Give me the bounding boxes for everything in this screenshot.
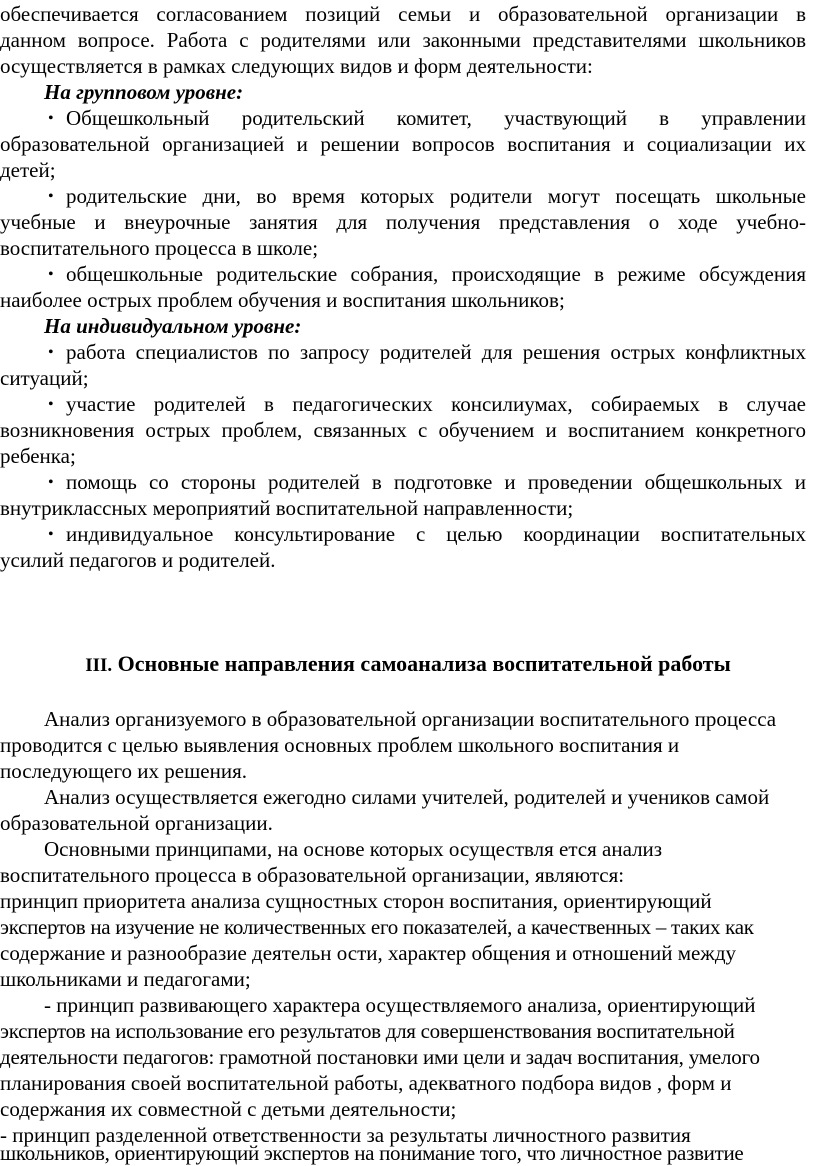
text-line: детей; xyxy=(0,158,56,182)
text-line: Основными принципами, на основе которых осуществля ется анализ xyxy=(44,837,663,861)
text-line: ситуаций; xyxy=(0,366,89,390)
text-line: экспертов на изучение не количественных его показателей, а качественных – таких как xyxy=(0,915,754,939)
text-line: Анализ осуществляется ежегодно силами учителей, родителей и учеников самой xyxy=(44,785,770,809)
text-line: школьников, ориентирующий экспертов на понимание того, что личностное развитие xyxy=(0,1141,744,1165)
text-line: содержания их совместной с детьми деятельности; xyxy=(0,1097,457,1121)
text-line: внутриклассных мероприятий воспитательной направленности; xyxy=(0,496,574,520)
text-line: возникновения острых проблем, связанных с обучением и воспитанием конкретного xyxy=(0,418,806,442)
text-line: усилий педагогов и родителей. xyxy=(0,548,276,572)
text-line: ребенка; xyxy=(0,444,76,468)
text-line: принцип приоритета анализа сущностных сторон воспитания, ориентирующий xyxy=(0,889,712,913)
text-line: деятельности педагогов: грамотной постановки ими цели и задач воспитания, умелого xyxy=(0,1045,760,1069)
list-item: • Общешкольный родительский комитет, участвующий в управлении xyxy=(48,105,806,131)
text-line: учебные и внеурочные занятия для получения представления о ходе учебно- xyxy=(0,210,806,234)
section-number: III. xyxy=(85,655,113,676)
section-title: Основные направления самоанализа воспитательной работы xyxy=(117,651,731,676)
text-line: образовательной организации. xyxy=(0,811,273,835)
text-line: воспитательного процесса в школе; xyxy=(0,236,319,260)
section-heading xyxy=(0,650,816,680)
text-line: образовательной организацией и решении вопросов воспитания и социализации их xyxy=(0,132,806,156)
text-line: последующего их решения. xyxy=(0,759,247,783)
subsection-group-level: На групповом уровне: xyxy=(44,80,244,104)
text-line: содержание и разнообразие деятельн ости, характер общения и отношений между xyxy=(0,941,737,965)
text-line: осуществляется в рамках следующих видов и форм деятельности: xyxy=(0,54,593,78)
text-line: экспертов на использование его результатов для совершенствования воспитательной xyxy=(0,1019,735,1043)
text-line: данном вопросе. Работа с родителями или законными представителями школьников xyxy=(0,28,806,52)
text-line: школьниками и педагогами; xyxy=(0,967,251,991)
text-line: - принцип развивающего характера осуществляемого анализа, ориентирующий xyxy=(44,993,756,1017)
text-line: обеспечивается согласованием позиций семьи и образовательной организации в xyxy=(0,2,806,26)
list-item: • помощь со стороны родителей в подготовке и проведении общешкольных и xyxy=(48,469,806,495)
list-item: • родительские дни, во время которых родители могут посещать школьные xyxy=(48,183,806,209)
subsection-individual-level: На индивидуальном уровне: xyxy=(44,314,302,338)
list-item: • индивидуальное консультирование с целью координации воспитательных xyxy=(48,521,806,547)
text-line: проводится с целью выявления основных проблем школьного воспитания и xyxy=(0,733,680,757)
text-line: планирования своей воспитательной работы, адекватного подбора видов , форм и xyxy=(0,1071,732,1095)
list-item: • участие родителей в педагогических консилиумах, собираемых в случае xyxy=(48,391,806,417)
text-line: воспитательного процесса в образовательной организации, являются: xyxy=(0,863,625,887)
list-item: • общешкольные родительские собрания, происходящие в режиме обсуждения xyxy=(48,261,806,287)
text-line: - принцип разделенной ответственности за результаты личностного развития xyxy=(0,1123,691,1147)
text-line: наиболее острых проблем обучения и воспитания школьников; xyxy=(0,288,565,312)
text-line: Анализ организуемого в образовательной организации воспитательного процесса xyxy=(44,707,777,731)
list-item: • работа специалистов по запросу родителей для решения острых конфликтных xyxy=(48,339,806,365)
